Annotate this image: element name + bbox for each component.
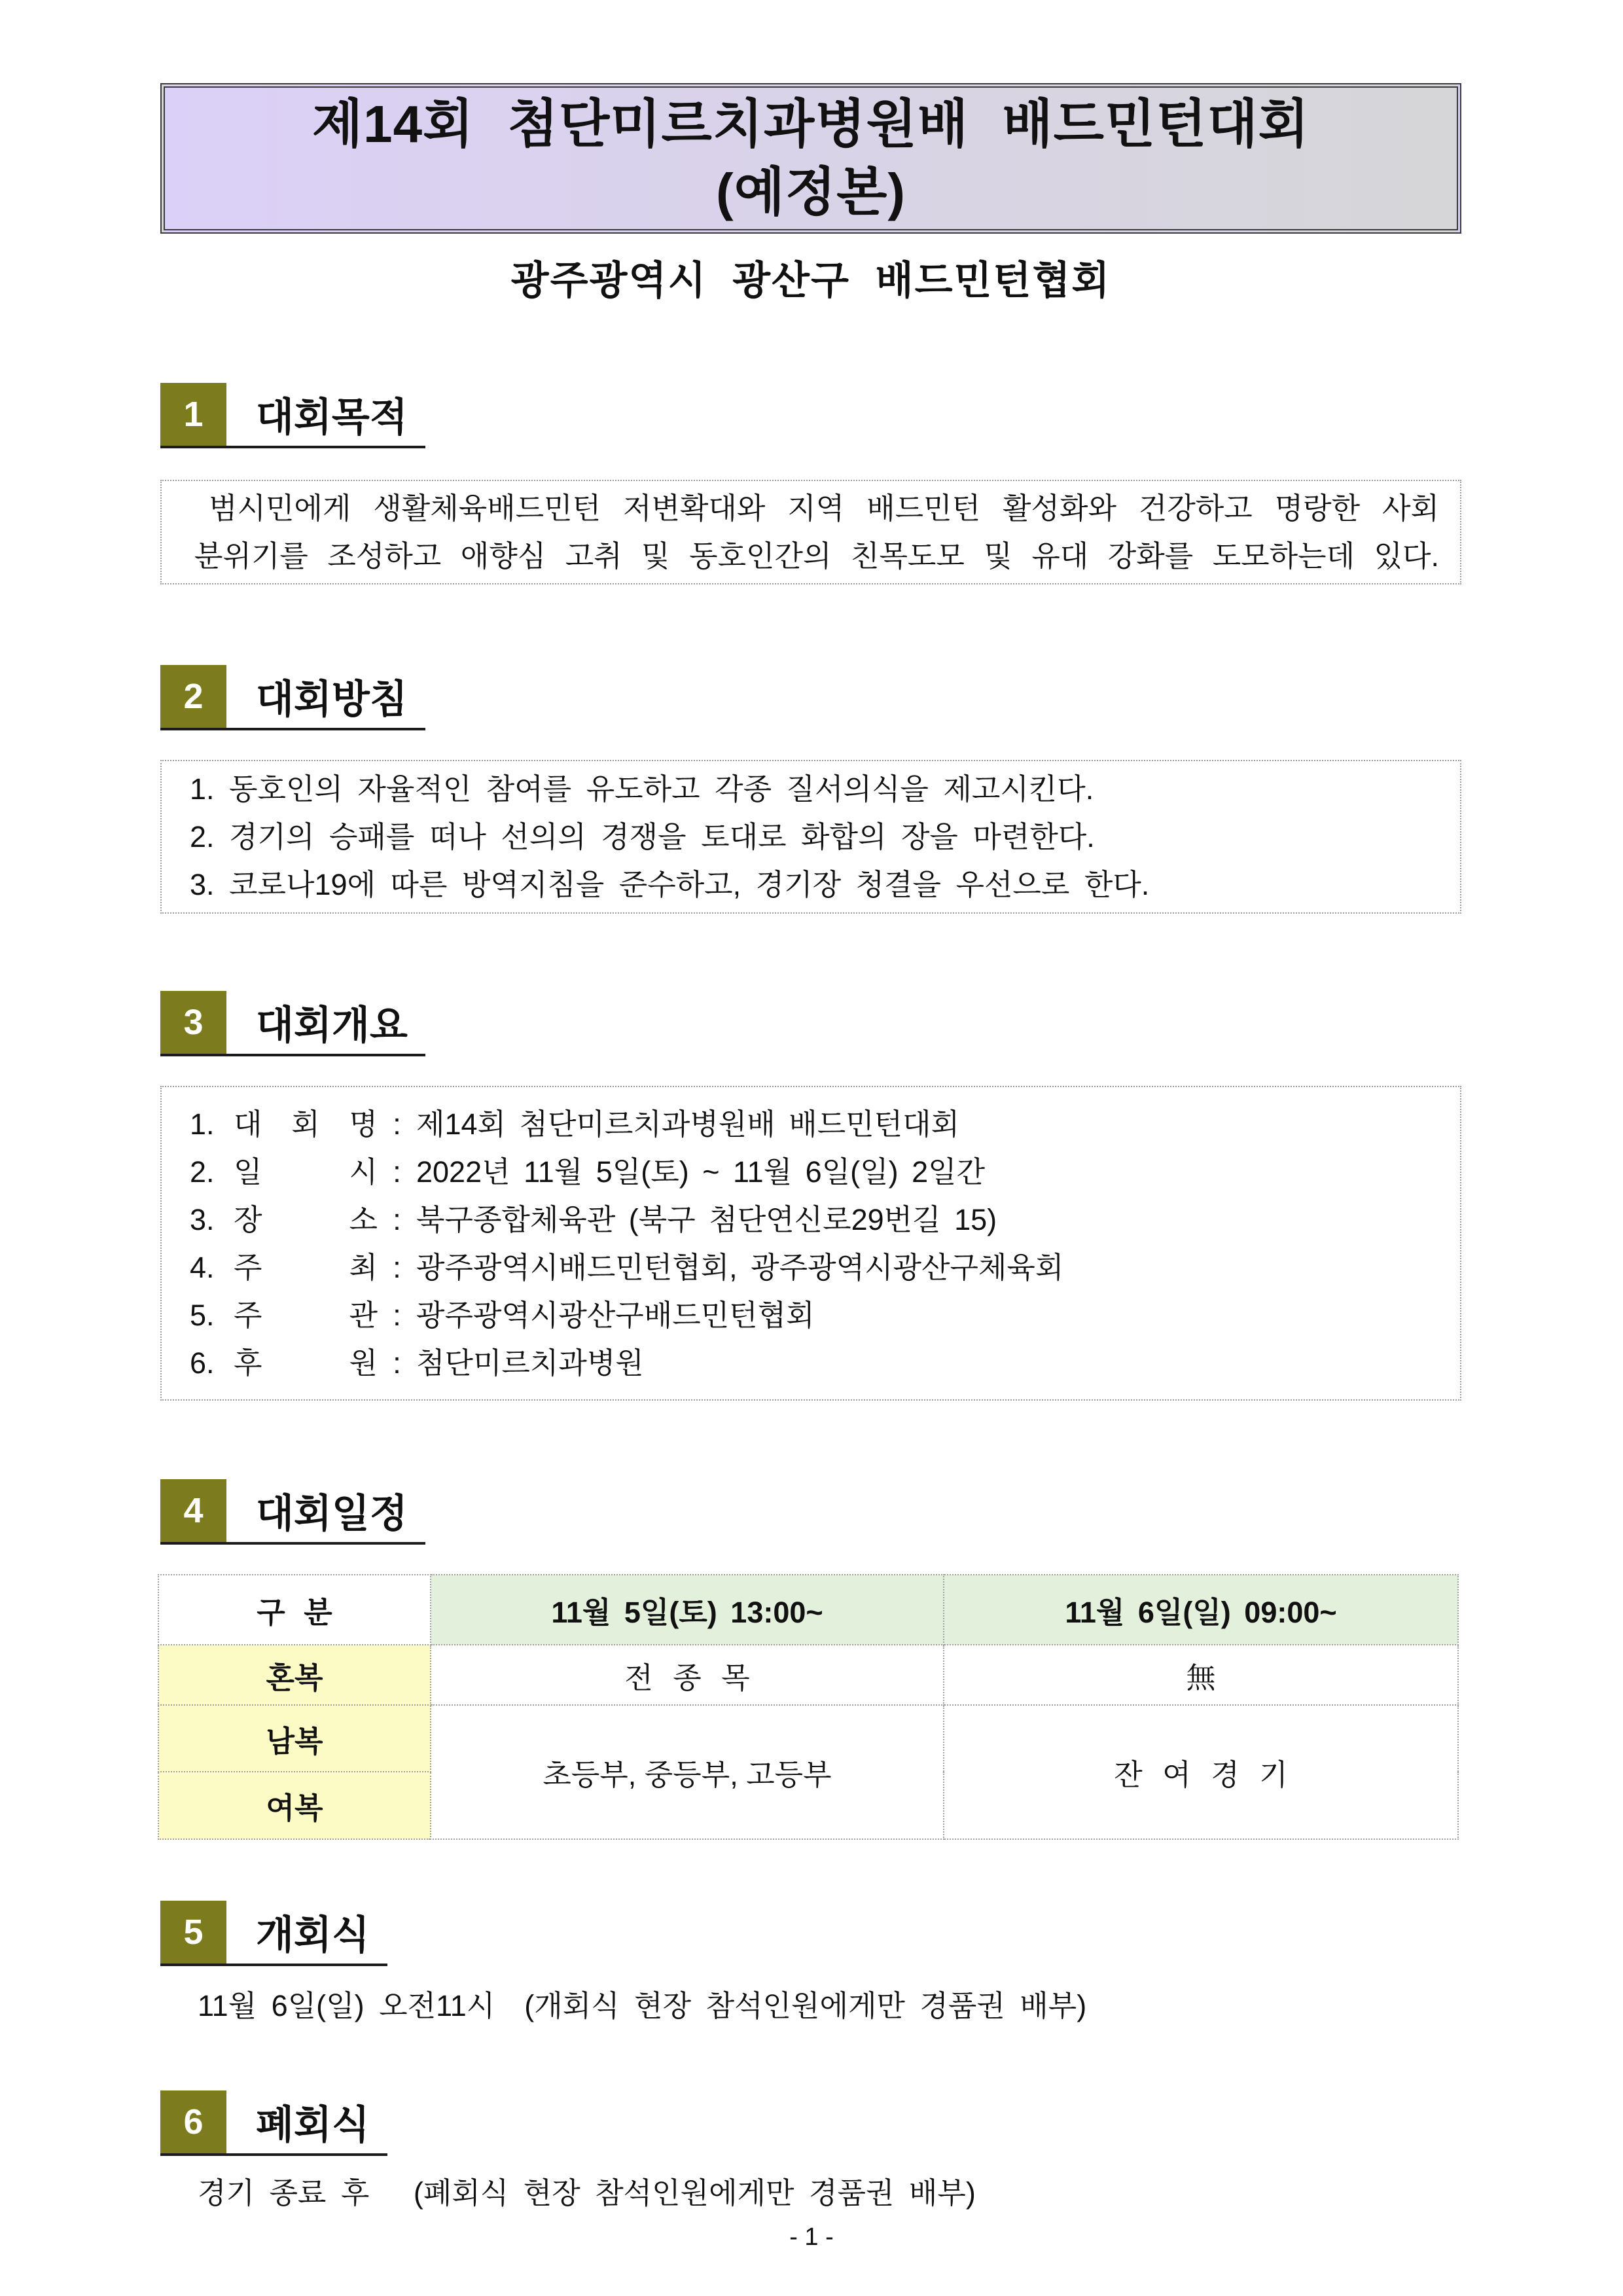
table-merged-cell: 초등부, 중등부, 고등부 xyxy=(431,1705,944,1839)
overview-separator: : xyxy=(393,1346,401,1380)
overview-separator: : xyxy=(393,1250,401,1284)
organizer-subtitle: 광주광역시 광산구 배드민턴협회 xyxy=(510,259,1111,302)
overview-row xyxy=(190,1196,1434,1244)
overview-value: 제14회 첨단미르치과병원배 배드민턴대회 xyxy=(416,1107,960,1141)
table-cell: 無 xyxy=(944,1645,1458,1705)
table-category-cell: 여복 xyxy=(158,1772,431,1839)
section-4-header xyxy=(160,1479,425,1545)
section-1-header xyxy=(160,383,425,448)
overview-label: 주 관 xyxy=(234,1298,378,1332)
section-number-badge: 6 xyxy=(160,2090,226,2153)
document-title: 제14회 첨단미르치과병원배 배드민턴대회 xyxy=(312,95,1310,153)
overview-number: 2. xyxy=(190,1155,215,1189)
policy-box xyxy=(160,760,1461,914)
section-heading: 대회일정 xyxy=(256,1492,408,1535)
table-row xyxy=(158,1705,1458,1772)
overview-separator: : xyxy=(393,1298,401,1332)
section-number-badge: 3 xyxy=(160,991,226,1054)
overview-value: 광주광역시광산구배드민턴협회 xyxy=(416,1298,815,1332)
overview-number: 3. xyxy=(190,1202,215,1236)
overview-separator: : xyxy=(393,1107,401,1141)
section-heading: 폐회식 xyxy=(256,2103,370,2147)
opening-ceremony-text: 11월 6일(일) 오전11시 (개회식 현장 참석인원에게만 경품권 배부) xyxy=(198,1989,1087,2022)
table-category-cell: 남복 xyxy=(158,1705,431,1772)
overview-number: 4. xyxy=(190,1250,215,1284)
overview-row xyxy=(190,1339,1434,1387)
overview-label: 장 소 xyxy=(234,1202,378,1236)
overview-row xyxy=(190,1148,1434,1196)
overview-number: 5. xyxy=(190,1298,215,1332)
overview-value: 광주광역시배드민턴협회, 광주광역시광산구체육회 xyxy=(416,1250,1064,1284)
table-cell: 전 종 목 xyxy=(431,1645,944,1705)
overview-value: 2022년 11월 5일(토) ~ 11월 6일(일) 2일간 xyxy=(416,1155,986,1189)
table-header-row xyxy=(158,1575,1458,1645)
overview-number: 1. xyxy=(190,1107,215,1141)
closing-ceremony-text: 경기 종료 후 (폐회식 현장 참석인원에게만 경품권 배부) xyxy=(198,2176,976,2210)
section-number-badge: 2 xyxy=(160,665,226,728)
overview-label: 대 회 명 xyxy=(234,1107,378,1141)
overview-separator: : xyxy=(393,1202,401,1236)
page-number: - 1 - xyxy=(789,2223,834,2251)
table-header-cell: 구 분 xyxy=(158,1575,431,1645)
schedule-table xyxy=(158,1574,1459,1840)
section-number-badge: 1 xyxy=(160,383,226,446)
purpose-box xyxy=(160,480,1461,584)
overview-label: 일 시 xyxy=(234,1155,378,1189)
overview-row xyxy=(190,1100,1434,1148)
overview-number: 6. xyxy=(190,1346,215,1380)
overview-label: 주 최 xyxy=(234,1250,378,1284)
purpose-line: 분위기를 조성하고 애향심 고취 및 동호인간의 친목도모 및 유대 강화를 도모하는데 있다. xyxy=(194,539,1439,573)
table-row xyxy=(158,1645,1458,1705)
policy-line: 3. 코로나19에 따른 방역지침을 준수하고, 경기장 청결을 우선으로 한다. xyxy=(190,868,1150,901)
overview-row xyxy=(190,1291,1434,1339)
section-5-header xyxy=(160,1901,387,1966)
table-header-cell: 11월 5일(토) 13:00~ xyxy=(431,1575,944,1645)
table-category-cell: 혼복 xyxy=(158,1645,431,1705)
section-heading: 대회개요 xyxy=(256,1003,408,1047)
document-title-status: (예정본) xyxy=(715,163,906,221)
policy-line: 1. 동호인의 자율적인 참여를 유도하고 각종 질서의식을 제고시킨다. xyxy=(190,772,1094,806)
overview-row xyxy=(190,1244,1434,1291)
purpose-line: 범시민에게 생활체육배드민턴 저변확대와 지역 배드민턴 활성화와 건강하고 명랑한 사회 xyxy=(209,492,1439,525)
overview-value: 첨단미르치과병원 xyxy=(416,1346,644,1380)
overview-separator: : xyxy=(393,1155,401,1189)
table-merged-cell: 잔 여 경 기 xyxy=(944,1705,1458,1839)
section-number-badge: 5 xyxy=(160,1901,226,1964)
overview-label: 후 원 xyxy=(234,1346,378,1380)
table-header-cell: 11월 6일(일) 09:00~ xyxy=(944,1575,1458,1645)
section-number-badge: 4 xyxy=(160,1479,226,1542)
section-6-header xyxy=(160,2090,387,2156)
section-heading: 대회목적 xyxy=(256,395,408,439)
section-heading: 개회식 xyxy=(256,1913,370,1957)
policy-line: 2. 경기의 승패를 떠나 선의의 경쟁을 토대로 화합의 장을 마련한다. xyxy=(190,820,1095,853)
section-3-header xyxy=(160,991,425,1056)
section-2-header xyxy=(160,665,425,730)
overview-box xyxy=(160,1086,1461,1401)
section-heading: 대회방침 xyxy=(256,677,408,721)
title-box xyxy=(160,83,1461,234)
overview-value: 북구종합체육관 (북구 첨단연신로29번길 15) xyxy=(416,1202,997,1236)
